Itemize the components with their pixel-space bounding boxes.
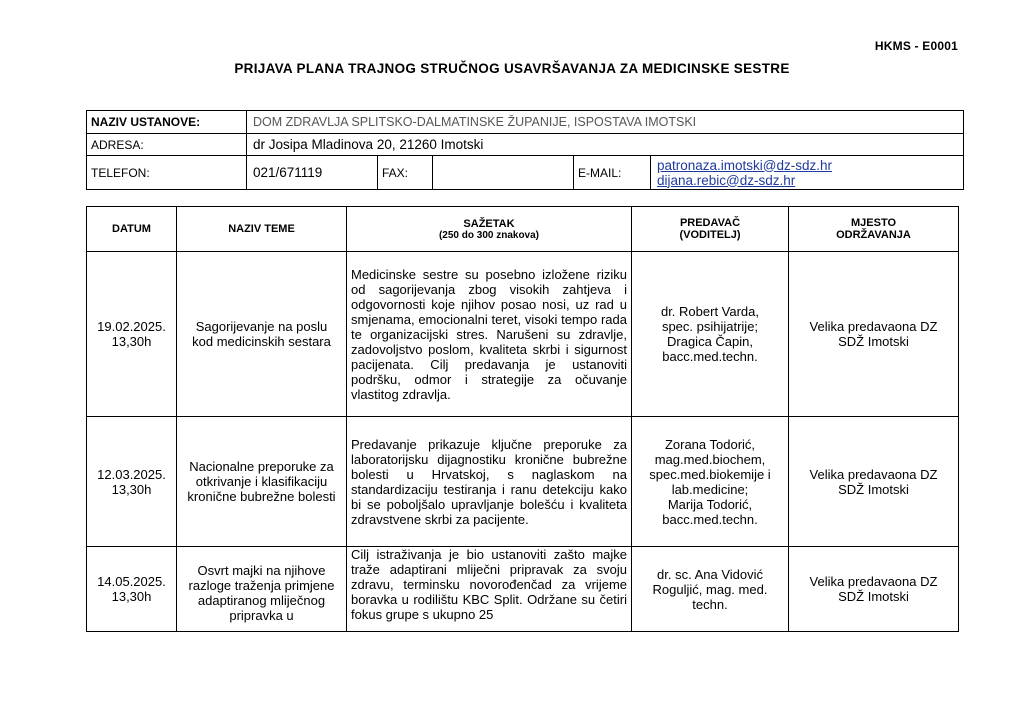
telefon-value: 021/671119 [247, 156, 378, 190]
adresa-label: ADRESA: [87, 134, 247, 156]
row-place: Velika predavaona DZ SDŽ Imotski [789, 252, 959, 417]
table-row [87, 252, 959, 417]
row-lecturer: Zorana Todorić, mag.med.biochem, spec.med.biokemije i lab.medicine; Marija Todorić, bacc.med.techn. [632, 417, 789, 547]
document-title: PRIJAVA PLANA TRAJNOG STRUČNOG USAVRŠAVANJA ZA MEDICINSKE SESTRE [234, 61, 790, 76]
row-abstract: Cilj istraživanja je bio ustanoviti zašto majke traže adaptirani mliječni pripravak za svoju zdravu, terminsku novorođenčad za vrijeme boravka u rodilištu KBC Split. Održane su četiri fokus grupe s ukupno 25 [347, 547, 632, 632]
email-label: E-MAIL: [574, 156, 651, 190]
header-naziv-teme: NAZIV TEME [177, 207, 347, 252]
adresa-value: dr Josipa Mladinova 20, 21260 Imotski [247, 134, 964, 156]
email-link-1[interactable]: patronaza.imotski@dz-sdz.hr [657, 157, 833, 173]
fax-label: FAX: [378, 156, 433, 190]
header-predavac: PREDAVAČ (VODITELJ) [632, 207, 789, 252]
email-list [651, 156, 964, 190]
table-row [87, 547, 959, 632]
row-topic: Osvrt majki na njihove razloge traženja primjene adaptiranog mliječnog pripravka u [177, 547, 347, 632]
naziv-value: DOM ZDRAVLJA SPLITSKO-DALMATINSKE ŽUPANIJE, ISPOSTAVA IMOTSKI [247, 111, 964, 134]
row-abstract: Medicinske sestre su posebno izložene riziku od sagorijevanja zbog visokih zahtjeva i odgovornosti koje njihov posao nosi, uz rad u smjenama, emocionalni teret, visoki tempo rada te organizacijski stres. Narušeni su zdravlje, zadovoljstvo poslom, kvaliteta skrbi i sigurnost pacijenata. Cilj predavanja je ustanoviti podršku, odmor i strategije za očuvanje vlastitog zdravlja. [347, 252, 632, 417]
header-mjesto: MJESTO ODRŽAVANJA [789, 207, 959, 252]
row-topic: Nacionalne preporuke za otkrivanje i klasifikaciju kronične bubrežne bolesti [177, 417, 347, 547]
document-code: HKMS - E0001 [874, 39, 958, 53]
row-abstract: Predavanje prikazuje ključne preporuke za laboratorijsku dijagnostiku kronične bubrežne bolesti u Hrvatskoj, s naglaskom na standardizaciju testiranja i ranu detekciju kako bi se poboljšalo upravljanje bolešću i kvaliteta zdravstvene skrbi za pacijente. [347, 417, 632, 547]
email-link-2[interactable]: dijana.rebic@dz-sdz.hr [657, 172, 796, 188]
education-plan-table [86, 206, 959, 632]
fax-value [433, 156, 574, 190]
row-lecturer: dr. sc. Ana Vidović Roguljić, mag. med. techn. [632, 547, 789, 632]
row-date: 19.02.2025. 13,30h [87, 252, 177, 417]
institution-info-table [86, 110, 964, 190]
table-row [87, 417, 959, 547]
row-topic: Sagorijevanje na poslu kod medicinskih sestara [177, 252, 347, 417]
row-place: Velika predavaona DZ SDŽ Imotski [789, 417, 959, 547]
naziv-label: NAZIV USTANOVE: [87, 111, 247, 134]
row-date: 12.03.2025. 13,30h [87, 417, 177, 547]
row-place: Velika predavaona DZ SDŽ Imotski [789, 547, 959, 632]
header-datum: DATUM [87, 207, 177, 252]
row-lecturer: dr. Robert Varda, spec. psihijatrije; Dragica Čapin, bacc.med.techn. [632, 252, 789, 417]
header-sazetak: SAŽETAK (250 do 300 znakova) [347, 207, 632, 252]
row-date: 14.05.2025. 13,30h [87, 547, 177, 632]
telefon-label: TELEFON: [87, 156, 247, 190]
